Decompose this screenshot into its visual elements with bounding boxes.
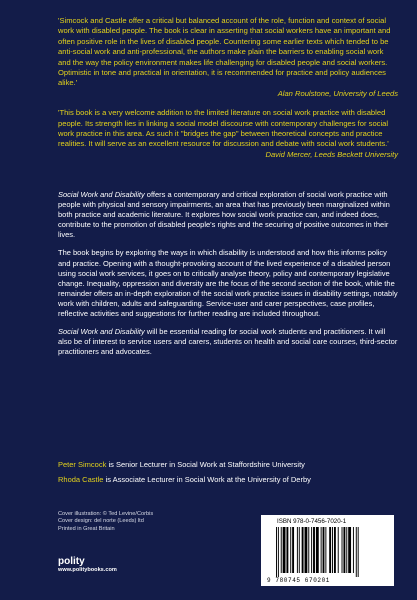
barcode-digits: 9 780745 670201 <box>267 577 331 584</box>
paragraph-text: offers a contemporary and critical exploration of social work practice with people with physical and sensory impairments, an area that has previously been marginalized within both practice and academic literature. It explores how social work practice can, and indeed does, contribute to the promotion of disabled people's rights and the securing of positive outcomes in their lives. <box>58 190 390 240</box>
barcode-bar <box>358 527 359 577</box>
credit-line: Printed in Great Britain <box>58 525 115 532</box>
barcode-bar <box>343 527 345 573</box>
barcode-bar <box>321 527 322 573</box>
barcode-bar <box>297 527 298 573</box>
endorsement-attribution: David Mercer, Leeds Beckett University <box>265 149 398 159</box>
barcode-bar <box>278 527 279 577</box>
barcode-bar <box>346 527 347 573</box>
barcode-bar <box>302 527 304 573</box>
barcode-bar <box>332 527 333 573</box>
barcode-bar <box>329 527 331 573</box>
endorsements <box>58 16 398 169</box>
description-paragraph <box>58 327 398 357</box>
publisher-logo <box>58 556 178 574</box>
barcode-bar <box>292 527 294 573</box>
author-bios <box>58 460 398 491</box>
credit-line: Cover illustration: © Ted Levine/Corbis <box>58 511 154 517</box>
author-role: is Senior Lecturer in Social Work at Staffordshire University <box>106 460 305 469</box>
barcode-bar <box>353 527 354 573</box>
author-name: Rhoda Castle <box>58 475 104 485</box>
publisher-url: www.politybooks.com <box>58 567 117 573</box>
barcode-bar <box>276 527 277 577</box>
barcode-bar <box>305 527 308 573</box>
barcode-bar <box>323 527 325 573</box>
barcode-bar <box>290 527 291 573</box>
book-description <box>58 190 398 365</box>
book-title: Social Work and Disability <box>58 327 145 337</box>
credit-line: Cover design: del norte (Leeds) ltd <box>58 518 144 525</box>
description-paragraph <box>58 190 398 240</box>
author-bio <box>58 460 398 470</box>
author-name: Peter Simcock <box>58 460 107 469</box>
barcode-bar <box>311 527 312 573</box>
endorsement-quote: 'This book is a very welcome addition to the limited literature on social work practice with disabled people. Its strength lies in linking a social model discourse with contemporary challenges for social work practice in this area. As such it "bridges the gap" between theoretical concepts and practice realities. It will serve as an excellent resource for discussion and debate with social work students.' <box>58 108 389 149</box>
barcode-bars <box>276 527 379 577</box>
barcode-bar <box>308 527 309 573</box>
barcode-bar <box>316 527 319 573</box>
description-paragraph: The book begins by exploring the ways in which disability is understood and how this informs policy and practice. Opening with a thought-provoking account of the lived experience of a disabled person using social work services, it goes on to critically analyse theory, policy and contemporary legislative change. Inequality, oppression and diversity are the focus of the second section of the book, while the remainder offers an in-depth exploration of the social work practice issues in disability settings, notably work with children, adults and safeguarding. Service-user and carer perspectives, case profiles, reflective activities and suggestions for further reading are included throughout. <box>58 248 398 319</box>
barcode-bar <box>281 527 282 573</box>
book-title: Social Work and Disability <box>58 190 145 199</box>
endorsement-attribution: Alan Roulstone, University of Leeds <box>277 88 398 98</box>
cover-credits <box>58 511 258 533</box>
barcode-bar <box>283 527 286 573</box>
author-role: is Associate Lecturer in Social Work at the University of Derby <box>103 475 311 485</box>
publisher-name: polity <box>58 556 85 567</box>
barcode-bar <box>313 527 315 573</box>
barcode-bar <box>356 527 357 577</box>
barcode <box>261 515 394 586</box>
barcode-bar <box>299 527 300 573</box>
barcode-bar <box>338 527 339 573</box>
author-bio <box>58 475 398 485</box>
barcode-bar <box>334 527 336 573</box>
barcode-bar <box>286 527 288 573</box>
barcode-bar <box>325 527 326 573</box>
barcode-bar <box>342 527 343 573</box>
endorsement-quote: 'Simcock and Castle offer a critical but balanced account of the role, function and context of social work with disabled people. The book is clear in asserting that social workers have an important and often positive role in the lives of disabled people. Countering some earlier texts which tended to be anti-social work and anti-professional, the authors make plain the barriers to enabling social work and the way the policy environment makes life challenging for disabled people and social workers. Optimistic in tone and practical in orientation, it is recommended for practice and policy audiences alike.' <box>58 16 391 88</box>
barcode-bar <box>348 527 351 573</box>
paragraph-text: will be essential reading for social work students and practitioners. It will also be of interest to service users and carers, students on health and social care courses, third-sector practitioners and advocates. <box>58 327 398 357</box>
isbn-label: ISBN 978-0-7456-7020-1 <box>277 518 347 525</box>
